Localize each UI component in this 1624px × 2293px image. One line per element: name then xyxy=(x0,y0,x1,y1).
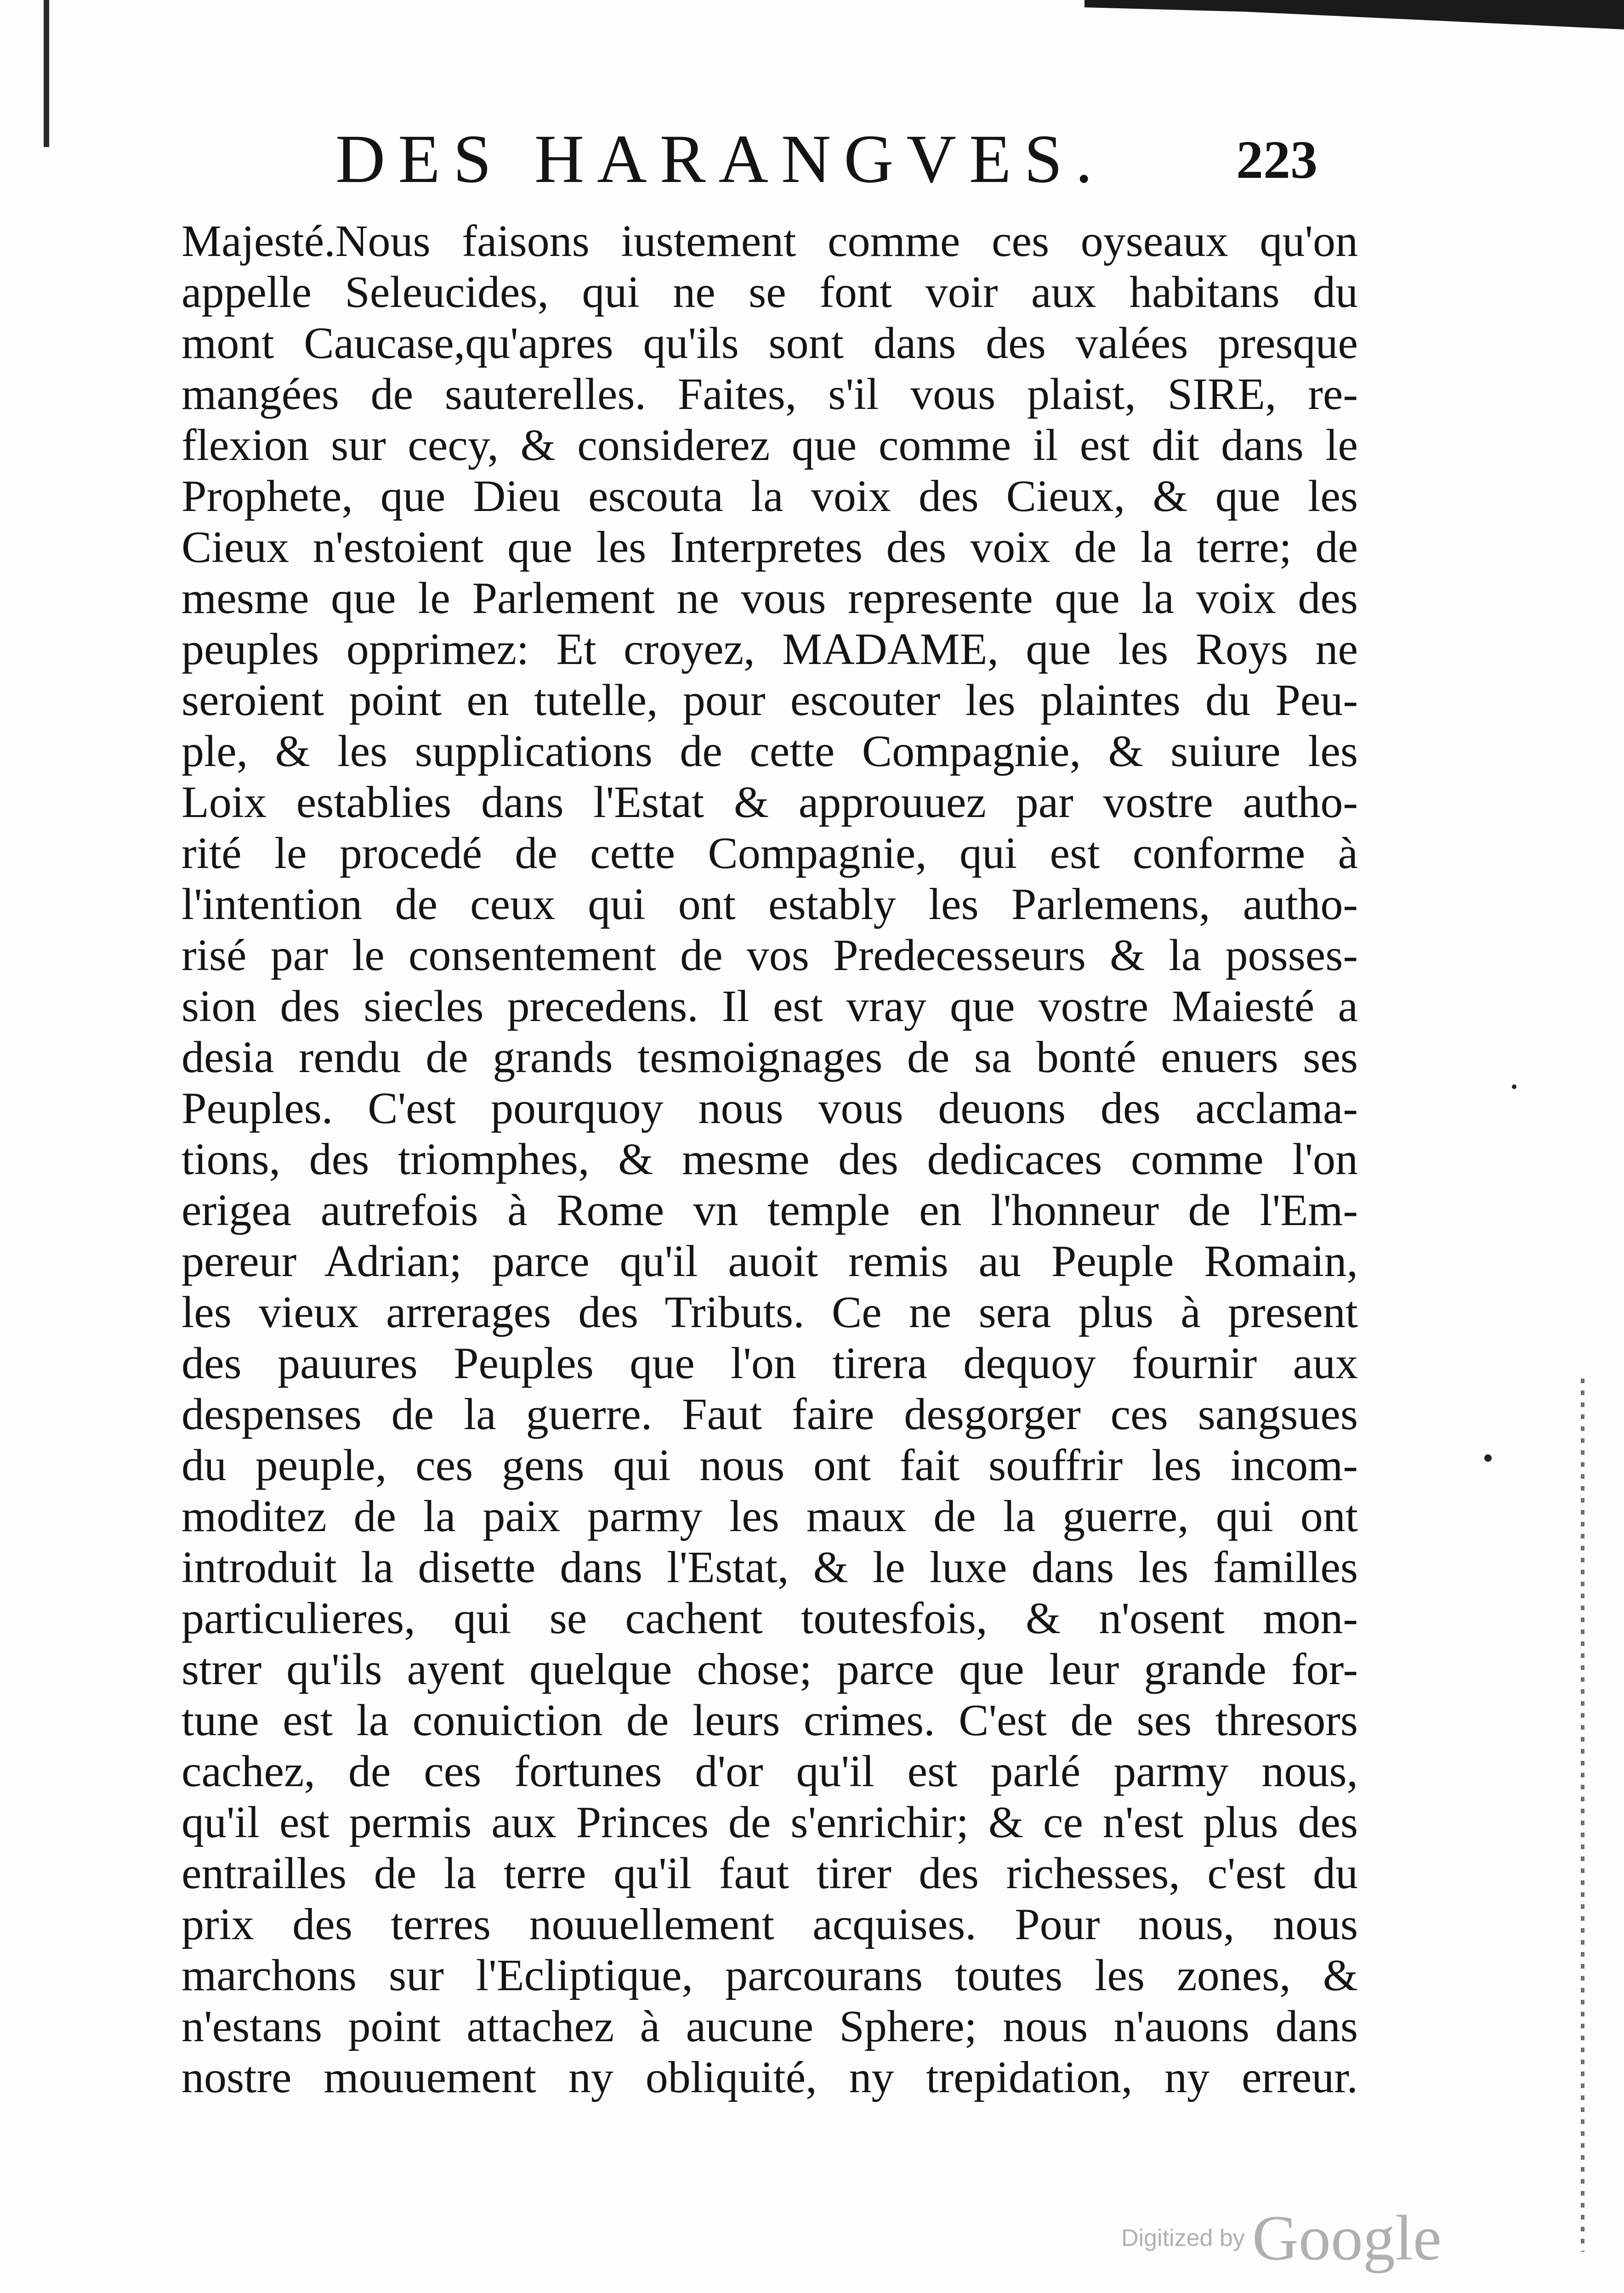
text-line: nostre mouuement ny obliquité, ny trepidation, ny erreur. xyxy=(182,2053,1358,2102)
text-line: seroient point en tutelle, pour escouter les plaintes du Peu- xyxy=(182,675,1358,725)
text-line: mesme que le Parlement ne vous represente que la voix des xyxy=(182,573,1358,623)
scan-shadow-top xyxy=(1085,0,1624,29)
scan-edge-right xyxy=(1581,1379,1584,2252)
text-line: moditez de la paix parmy les maux de la guerre, qui ont xyxy=(182,1492,1358,1541)
text-line: desia rendu de grands tesmoignages de sa bonté enuers ses xyxy=(182,1033,1358,1082)
page-number: 223 xyxy=(1236,130,1317,190)
text-line: Majesté.Nous faisons iustement comme ces oyseaux qu'on xyxy=(182,216,1358,266)
text-line: Prophete, que Dieu escouta la voix des Cieux, & que les xyxy=(182,471,1358,521)
text-line: qu'il est permis aux Princes de s'enrichir; & ce n'est plus des xyxy=(182,1798,1358,1847)
text-line: pereur Adrian; parce qu'il auoit remis au Peuple Romain, xyxy=(182,1237,1358,1286)
text-line: rité le procedé de cette Compagnie, qui est conforme à xyxy=(182,829,1358,878)
text-line: cachez, de ces fortunes d'or qu'il est parlé parmy nous, xyxy=(182,1747,1358,1796)
text-line: marchons sur l'Ecliptique, parcourans toutes les zones, & xyxy=(182,1951,1358,2000)
scan-edge-left xyxy=(44,0,49,147)
text-line: les vieux arrerages des Tributs. Ce ne sera plus à present xyxy=(182,1288,1358,1337)
text-line: du peuple, ces gens qui nous ont fait souffrir les incom- xyxy=(182,1441,1358,1490)
text-line: prix des terres nouuellement acquises. Pour nous, nous xyxy=(182,1900,1358,1949)
text-line: introduit la disette dans l'Estat, & le luxe dans les familles xyxy=(182,1543,1358,1592)
text-line: tune est la conuiction de leurs crimes. C'est de ses thresors xyxy=(182,1696,1358,1745)
text-line: erigea autrefois à Rome vn temple en l'honneur de l'Em- xyxy=(182,1186,1358,1235)
text-line: mangées de sauterelles. Faites, s'il vous plaist, SIRE, re- xyxy=(182,369,1358,419)
text-line: flexion sur cecy, & considerez que comme il est dit dans le xyxy=(182,420,1358,470)
text-line: ple, & les supplications de cette Compagnie, & suiure les xyxy=(182,726,1358,776)
text-line: strer qu'ils ayent quelque chose; parce que leur grande for- xyxy=(182,1645,1358,1694)
text-line: tions, des triomphes, & mesme des dedicaces comme l'on xyxy=(182,1135,1358,1184)
text-line: l'intention de ceux qui ont estably les Parlemens, autho- xyxy=(182,880,1358,929)
text-line: particulieres, qui se cachent toutesfois, & n'osent mon- xyxy=(182,1594,1358,1643)
text-line: risé par le consentement de vos Predecesseurs & la posses- xyxy=(182,931,1358,980)
text-line: peuples opprimez: Et croyez, MADAME, que les Roys ne xyxy=(182,624,1358,674)
ink-speck xyxy=(1512,1084,1516,1089)
digitization-watermark xyxy=(1121,2201,1442,2275)
text-line: Loix establies dans l'Estat & approuuez par vostre autho- xyxy=(182,778,1358,827)
watermark-brand: Google xyxy=(1252,2202,1442,2274)
watermark-prefix: Digitized by xyxy=(1121,2225,1245,2252)
running-head: DES HARANGVES. xyxy=(335,121,1106,197)
ink-speck xyxy=(1484,1454,1492,1462)
text-line: des pauures Peuples que l'on tirera dequoy fournir aux xyxy=(182,1339,1358,1388)
text-line: despenses de la guerre. Faut faire desgorger ces sangsues xyxy=(182,1390,1358,1439)
text-line: Cieux n'estoient que les Interpretes des voix de la terre; de xyxy=(182,522,1358,572)
text-line: sion des siecles precedens. Il est vray que vostre Maiesté a xyxy=(182,982,1358,1031)
body-text xyxy=(182,216,1358,2103)
text-line: entrailles de la terre qu'il faut tirer des richesses, c'est du xyxy=(182,1849,1358,1898)
text-line: appelle Seleucides, qui ne se font voir aux habitans du xyxy=(182,267,1358,317)
text-line: mont Caucase,qu'apres qu'ils sont dans des valées presque xyxy=(182,318,1358,368)
text-line: Peuples. C'est pourquoy nous vous deuons des acclama- xyxy=(182,1084,1358,1133)
text-line: n'estans point attachez à aucune Sphere; nous n'auons dans xyxy=(182,2002,1358,2051)
